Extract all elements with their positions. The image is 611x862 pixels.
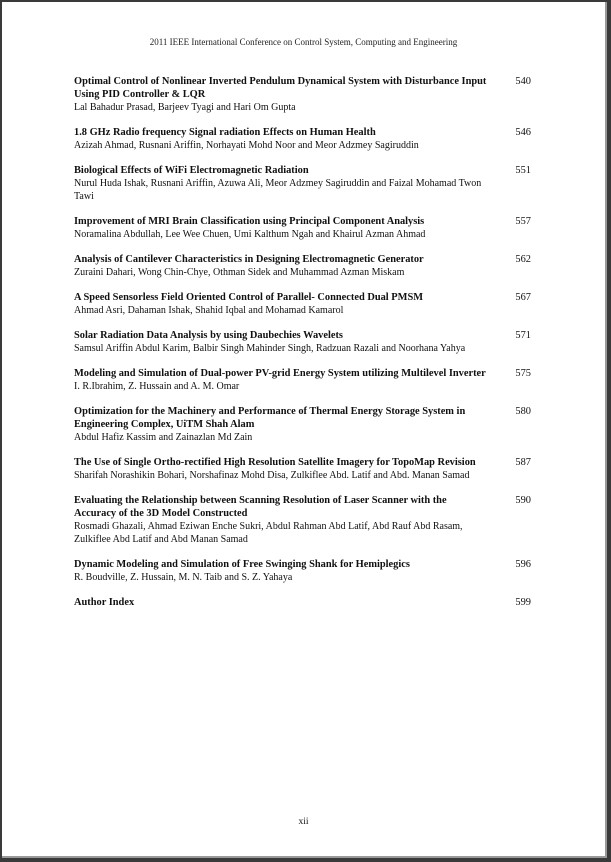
toc-entry-page: 571 — [515, 330, 531, 342]
toc-entry-page: 575 — [515, 368, 531, 380]
toc-entry-authors: Ahmad Asri, Dahaman Ishak, Shahid Iqbal and Mohamad Kamarol — [74, 304, 344, 316]
toc-entry — [74, 76, 531, 114]
toc-entry-title: Optimization for the Machinery and Performance of Thermal Energy Storage System in Engineering Complex, UiTM Shah Alam — [74, 406, 466, 431]
toc-entry — [74, 165, 531, 203]
toc-entry-page: 562 — [515, 253, 531, 265]
toc-entry-title: Modeling and Simulation of Dual-power PV-grid Energy System utilizing Multilevel Inverter — [74, 368, 486, 380]
table-of-contents — [74, 76, 531, 622]
toc-entry — [74, 216, 531, 242]
toc-entry-page: 587 — [515, 457, 531, 469]
toc-entry-page: 557 — [515, 215, 531, 227]
page-number-roman: xii — [298, 817, 309, 827]
toc-entry-authors: Lal Bahadur Prasad, Barjeev Tyagi and Hari Om Gupta — [74, 101, 296, 113]
toc-entry-page: 596 — [515, 559, 531, 571]
toc-entry-authors: Nurul Huda Ishak, Rusnani Ariffin, Azuwa Ali, Meor Adzmey Sagiruddin and Faizal Mohamad Twon Tawi — [74, 177, 482, 202]
toc-entry-page: 540 — [515, 76, 531, 87]
toc-entry — [74, 127, 531, 153]
toc-entry-authors: Zuraini Dahari, Wong Chin-Chye, Othman Sidek and Muhammad Azman Miskam — [74, 266, 405, 278]
toc-entry-title: Solar Radiation Data Analysis by using Daubechies Wavelets — [74, 330, 343, 342]
toc-entry-page: 580 — [515, 406, 531, 418]
toc-entry-title: Evaluating the Relationship between Scanning Resolution of Laser Scanner with the Accuracy of the 3D Model Constructed — [74, 495, 447, 520]
toc-entry-authors: Rosmadi Ghazali, Ahmad Eziwan Enche Sukri, Abdul Rahman Abd Latif, Abd Rauf Abd Rasam, Zulkiflee Abd Latif and Abd Manan Samad — [74, 520, 463, 545]
toc-entry-title: A Speed Sensorless Field Oriented Control of Parallel- Connected Dual PMSM — [74, 292, 424, 304]
toc-entry — [74, 495, 531, 546]
toc-entry-author-index — [74, 597, 531, 610]
toc-entry-page: 590 — [515, 495, 531, 507]
document-page — [2, 2, 607, 858]
toc-entry-title: The Use of Single Ortho-rectified High Resolution Satellite Imagery for TopoMap Revision — [74, 457, 476, 469]
toc-entry-authors: Noramalina Abdullah, Lee Wee Chuen, Umi Kalthum Ngah and Khairul Azman Ahmad — [74, 228, 426, 240]
toc-entry-page: 567 — [515, 292, 531, 304]
toc-entry — [74, 368, 531, 394]
toc-entry-page: 599 — [515, 597, 531, 609]
toc-entry-page: 551 — [515, 164, 531, 176]
toc-entry — [74, 406, 531, 444]
toc-entry-authors: Azizah Ahmad, Rusnani Ariffin, Norhayati Mohd Noor and Meor Adzmey Sagiruddin — [74, 139, 419, 151]
toc-entry-authors: Samsul Ariffin Abdul Karim, Balbir Singh Mahinder Singh, Radzuan Razali and Noorhana Yahya — [74, 342, 466, 354]
toc-entry — [74, 559, 531, 585]
toc-entry — [74, 457, 531, 483]
toc-entry-authors: Sharifah Norashikin Bohari, Norshafinaz Mohd Disa, Zulkiflee Abd. Latif and Abd. Manan Samad — [74, 470, 470, 482]
toc-entry — [74, 292, 531, 318]
toc-entry-authors: Abdul Hafiz Kassim and Zainazlan Md Zain — [74, 431, 253, 443]
toc-entry-page: 546 — [515, 126, 531, 138]
toc-entry-title: Improvement of MRI Brain Classification using Principal Component Analysis — [74, 215, 425, 227]
toc-entry — [74, 330, 531, 356]
toc-entry-title: Biological Effects of WiFi Electromagnetic Radiation — [74, 164, 309, 176]
toc-entry — [74, 254, 531, 280]
toc-entry-title: 1.8 GHz Radio frequency Signal radiation Effects on Human Health — [74, 126, 376, 138]
toc-entry-title: Author Index — [74, 597, 135, 609]
toc-entry-authors: I. R.Ibrahim, Z. Hussain and A. M. Omar — [74, 381, 240, 393]
toc-entry-title: Optimal Control of Nonlinear Inverted Pendulum Dynamical System with Disturbance Input Using PID Controller & LQR — [74, 76, 487, 100]
toc-entry-title: Analysis of Cantilever Characteristics in Designing Electromagnetic Generator — [74, 253, 424, 265]
toc-entry-authors: R. Boudville, Z. Hussain, M. N. Taib and S. Z. Yahaya — [74, 571, 293, 583]
running-header: 2011 IEEE International Conference on Control System, Computing and Engineering — [149, 37, 458, 47]
toc-entry-title: Dynamic Modeling and Simulation of Free Swinging Shank for Hemiplegics — [74, 559, 410, 571]
